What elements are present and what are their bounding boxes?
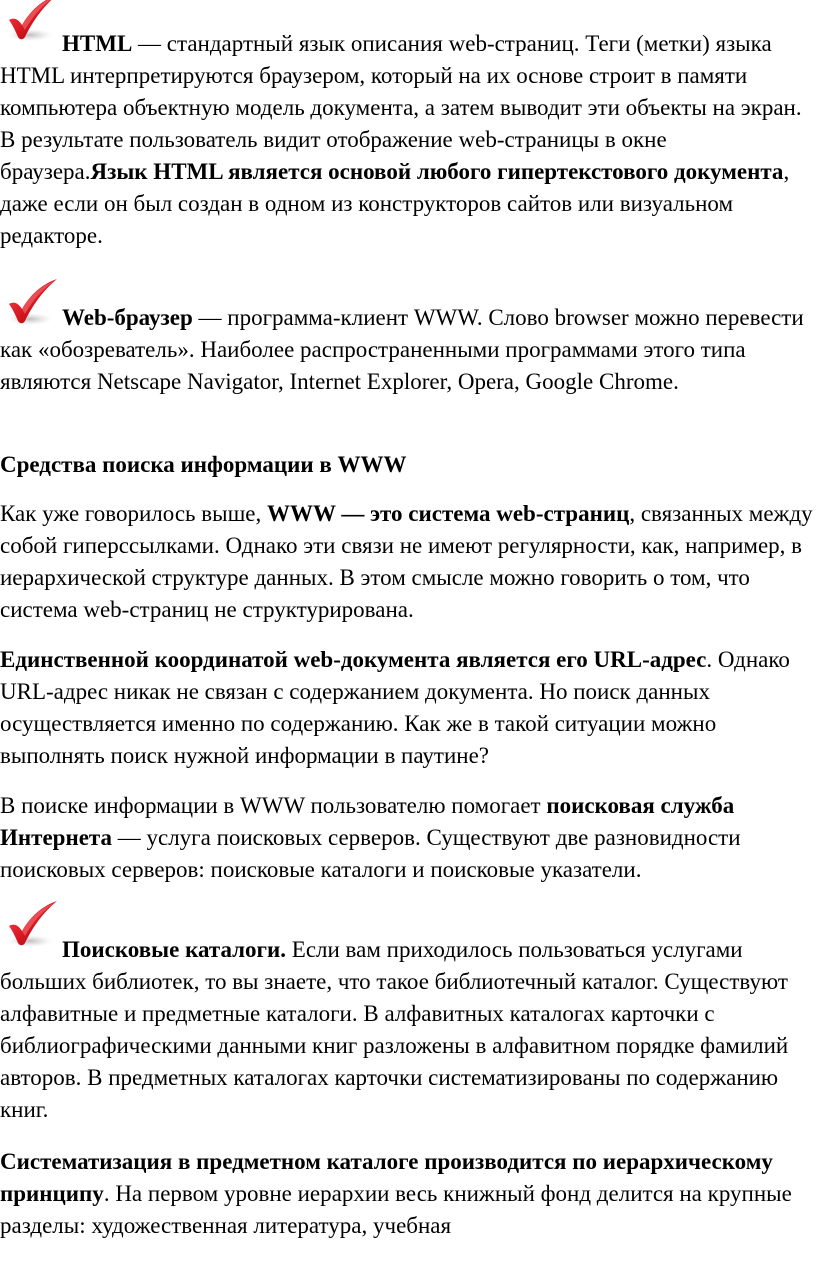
paragraph-www-intro: Как уже говорилось выше,: [0, 501, 268, 526]
paragraph-browser: [0, 302, 816, 398]
paragraph-html: [0, 28, 816, 252]
systematization-emphasis: Систематизация в предметном каталоге производится по иерархическому принципу: [0, 1149, 773, 1206]
term-web-browser: Web-браузер: [62, 305, 193, 330]
paragraph-catalogs: [0, 934, 816, 1126]
term-html: HTML: [62, 31, 133, 56]
paragraph-url-text: . Однако URL-адрес никак не связан с содержанием документа. Но поиск данных осуществляется именно по содержанию. Как же в такой ситуации можно выполнять поиск нужной информации в паутине?: [0, 647, 790, 768]
paragraph-www-text: , связанных между собой гиперссылками. Однако эти связи не имеют регулярности, как, например, в иерархической структуре данных. В этом смысле можно говорить о том, что система web-страниц не структурирована.: [0, 501, 813, 622]
url-emphasis: Единственной координатой web-документа является его URL-адрес: [0, 647, 707, 672]
paragraph-www: [0, 498, 816, 626]
paragraph-catalogs-text: Если вам приходилось пользоваться услугами больших библиотек, то вы знаете, что такое библиотечный каталог. Существуют алфавитные и предметные каталоги. В алфавитных каталогах карточки с библиографическими данными книг разложены в алфавитном порядке фамилий авторов. В предметных каталогах карточки систематизированы по содержанию книг.: [0, 937, 789, 1122]
heading-search-tools: Средства поиска информации в WWW: [0, 452, 407, 477]
section-heading: [0, 449, 816, 481]
term-search-catalogs: Поисковые каталоги.: [62, 937, 287, 962]
paragraph-search-service-text: — услуга поисковых серверов. Существуют две разновидности поисковых серверов: поисковые каталоги и поисковые указатели.: [0, 825, 741, 882]
www-emphasis: WWW — это система web-страниц: [267, 501, 630, 526]
paragraph-search-service: [0, 790, 816, 886]
paragraph-html-text: — стандартный язык описания web-страниц. Теги (метки) языка HTML интерпретируются браузером, который на их основе строит в памяти компьютера объектную модель документа, а затем выводит эти объекты на экран. В результате пользователь видит отображение web-страницы в окне браузера.: [0, 31, 802, 184]
html-emphasis: Язык HTML является основой любого гипертекстового документа: [90, 159, 784, 184]
paragraph-systematization: [0, 1146, 816, 1242]
paragraph-html-text-end: , даже если он был создан в одном из конструкторов сайтов или визуальном редакторе.: [0, 159, 790, 248]
paragraph-browser-text: — программа-клиент WWW. Слово browser можно перевести как «обозреватель». Наиболее распространенными программами этого типа являются Netscape Navigator, Internet Explorer, Opera, Google Chrome.: [0, 305, 804, 394]
search-service-emphasis: поисковая служба Интернета: [0, 793, 735, 850]
paragraph-search-service-intro: В поиске информации в WWW пользователю помогает: [0, 793, 547, 818]
paragraph-systematization-text: . На первом уровне иерархии весь книжный фонд делится на крупные разделы: художественная литература, учебная: [0, 1181, 792, 1238]
paragraph-url: [0, 644, 816, 772]
